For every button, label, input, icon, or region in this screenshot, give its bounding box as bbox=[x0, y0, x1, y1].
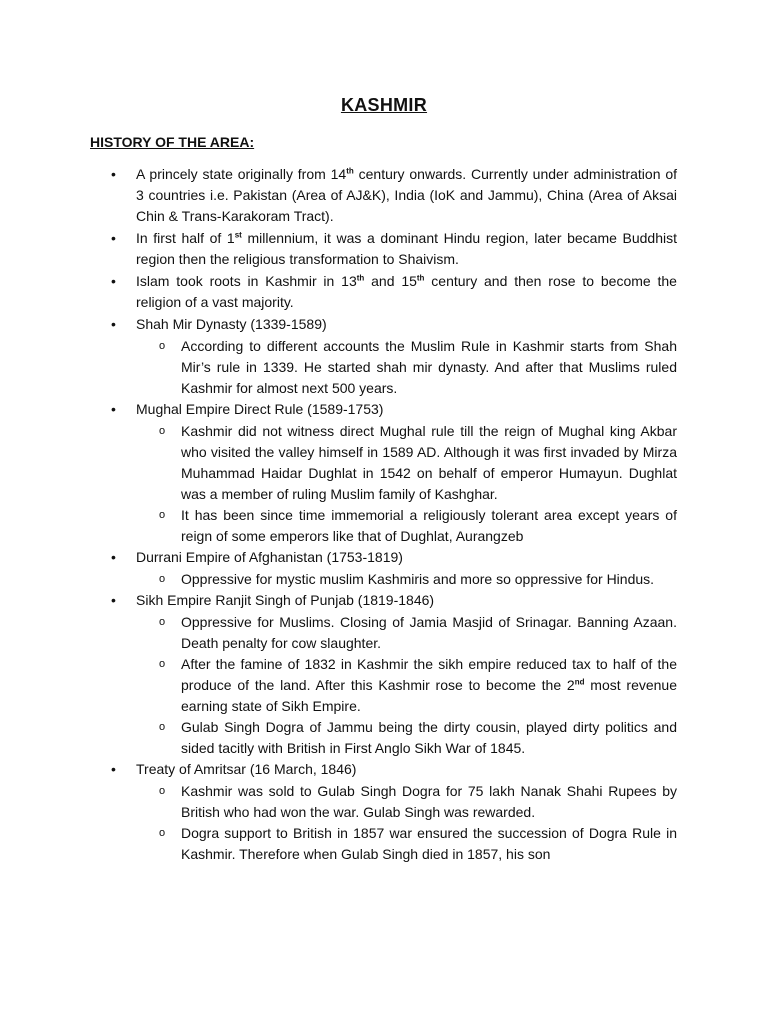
item-text: Islam took roots in Kashmir in 13 bbox=[136, 273, 357, 289]
list-item bbox=[0, 314, 768, 335]
item-text: Dogra support to British in 1857 war ensured the succession of Dogra Rule in Kashmir. Therefore when Gulab Singh died in 1857, his son bbox=[181, 825, 677, 862]
sub-list-item bbox=[0, 781, 768, 823]
history-list bbox=[0, 164, 768, 865]
sub-bullet-icon: o bbox=[159, 785, 166, 797]
sub-list-item bbox=[0, 336, 768, 399]
item-text: In first half of 1 bbox=[136, 230, 235, 246]
sub-bullet-icon: o bbox=[159, 658, 166, 670]
item-text: and 15 bbox=[364, 273, 417, 289]
sub-list-item bbox=[0, 569, 768, 590]
list-item bbox=[0, 590, 768, 611]
list-item bbox=[0, 228, 768, 270]
ordinal-suffix: nd bbox=[574, 677, 585, 687]
item-text: Kashmir did not witness direct Mughal rule till the reign of Mughal king Akbar who visited the valley himself in 1589 AD. Although it was first invaded by Mirza Muhammad Haidar Dughlat in 1542 on behalf of emperor Humayun. Dughlat was a member of ruling Muslim family of Kashghar. bbox=[181, 423, 677, 502]
bullet-icon: • bbox=[111, 166, 116, 182]
item-text: millennium, it was a dominant Hindu region, later became Buddhist region then the religious transformation to Shaivism. bbox=[136, 230, 677, 267]
sub-bullet-icon: o bbox=[159, 425, 166, 437]
page-title: KASHMIR bbox=[340, 95, 428, 115]
item-text: Shah Mir Dynasty (1339-1589) bbox=[136, 316, 327, 332]
sub-bullet-icon: o bbox=[159, 573, 166, 585]
item-text: According to different accounts the Muslim Rule in Kashmir starts from Shah Mir’s rule in 1339. He started shah mir dynasty. And after that Muslims ruled Kashmir for almost next 500 years. bbox=[181, 338, 677, 396]
sub-list-item bbox=[0, 654, 768, 717]
list-item bbox=[0, 271, 768, 313]
item-text: Kashmir was sold to Gulab Singh Dogra for 75 lakh Nanak Shahi Rupees by British who had won the war. Gulab Singh was rewarded. bbox=[181, 783, 677, 820]
sub-list-item bbox=[0, 505, 768, 547]
sub-bullet-icon: o bbox=[159, 509, 166, 521]
item-text: It has been since time immemorial a religiously tolerant area except years of reign of some emperors like that of Dughlat, Aurangzeb bbox=[181, 507, 677, 544]
item-text: Oppressive for Muslims. Closing of Jamia Masjid of Srinagar. Banning Azaan. Death penalty for cow slaughter. bbox=[181, 614, 677, 651]
item-text: A princely state originally from 14 bbox=[136, 166, 347, 182]
sub-bullet-icon: o bbox=[159, 616, 166, 628]
sub-list-item bbox=[0, 612, 768, 654]
item-text: century onwards. Currently under administration of 3 countries i.e. Pakistan (Area of AJ&K), India (IoK and Jammu), China (Area of Aksai Chin & Trans-Karakoram Tract). bbox=[136, 166, 677, 224]
history-list-container bbox=[0, 164, 768, 865]
bullet-icon: • bbox=[111, 592, 116, 608]
sub-bullet-icon: o bbox=[159, 827, 166, 839]
item-text: Treaty of Amritsar (16 March, 1846) bbox=[136, 761, 357, 777]
ordinal-suffix: st bbox=[234, 230, 242, 240]
bullet-icon: • bbox=[111, 273, 116, 289]
item-text: century and then rose to become the religion of a vast majority. bbox=[136, 273, 677, 310]
list-item bbox=[0, 759, 768, 780]
sub-list-item bbox=[0, 717, 768, 759]
ordinal-suffix: th bbox=[346, 166, 354, 176]
ordinal-suffix: th bbox=[416, 273, 425, 283]
bullet-icon: • bbox=[111, 761, 116, 777]
sub-list-item bbox=[0, 823, 768, 865]
sub-bullet-icon: o bbox=[159, 340, 166, 352]
sub-list-item bbox=[0, 421, 768, 505]
item-text: Durrani Empire of Afghanistan (1753-1819) bbox=[136, 549, 403, 565]
item-text: most revenue earning state of Sikh Empire. bbox=[181, 677, 677, 714]
list-item bbox=[0, 547, 768, 568]
item-text: After the famine of 1832 in Kashmir the sikh empire reduced tax to half of the produce of the land. After this Kashmir rose to become the 2 bbox=[181, 656, 677, 693]
section-heading: HISTORY OF THE AREA: bbox=[90, 134, 255, 150]
sub-bullet-icon: o bbox=[159, 721, 166, 733]
item-text: Gulab Singh Dogra of Jammu being the dirty cousin, played dirty politics and sided tacitly with British in First Anglo Sikh War of 1845. bbox=[181, 719, 677, 756]
bullet-icon: • bbox=[111, 316, 116, 332]
item-text: Sikh Empire Ranjit Singh of Punjab (1819-1846) bbox=[136, 592, 435, 608]
list-item bbox=[0, 164, 768, 227]
bullet-icon: • bbox=[111, 230, 116, 246]
item-text: Oppressive for mystic muslim Kashmiris and more so oppressive for Hindus. bbox=[181, 571, 655, 587]
item-text: Mughal Empire Direct Rule (1589-1753) bbox=[136, 401, 384, 417]
list-item bbox=[0, 399, 768, 420]
bullet-icon: • bbox=[111, 401, 116, 417]
bullet-icon: • bbox=[111, 549, 116, 565]
ordinal-suffix: th bbox=[356, 273, 365, 283]
